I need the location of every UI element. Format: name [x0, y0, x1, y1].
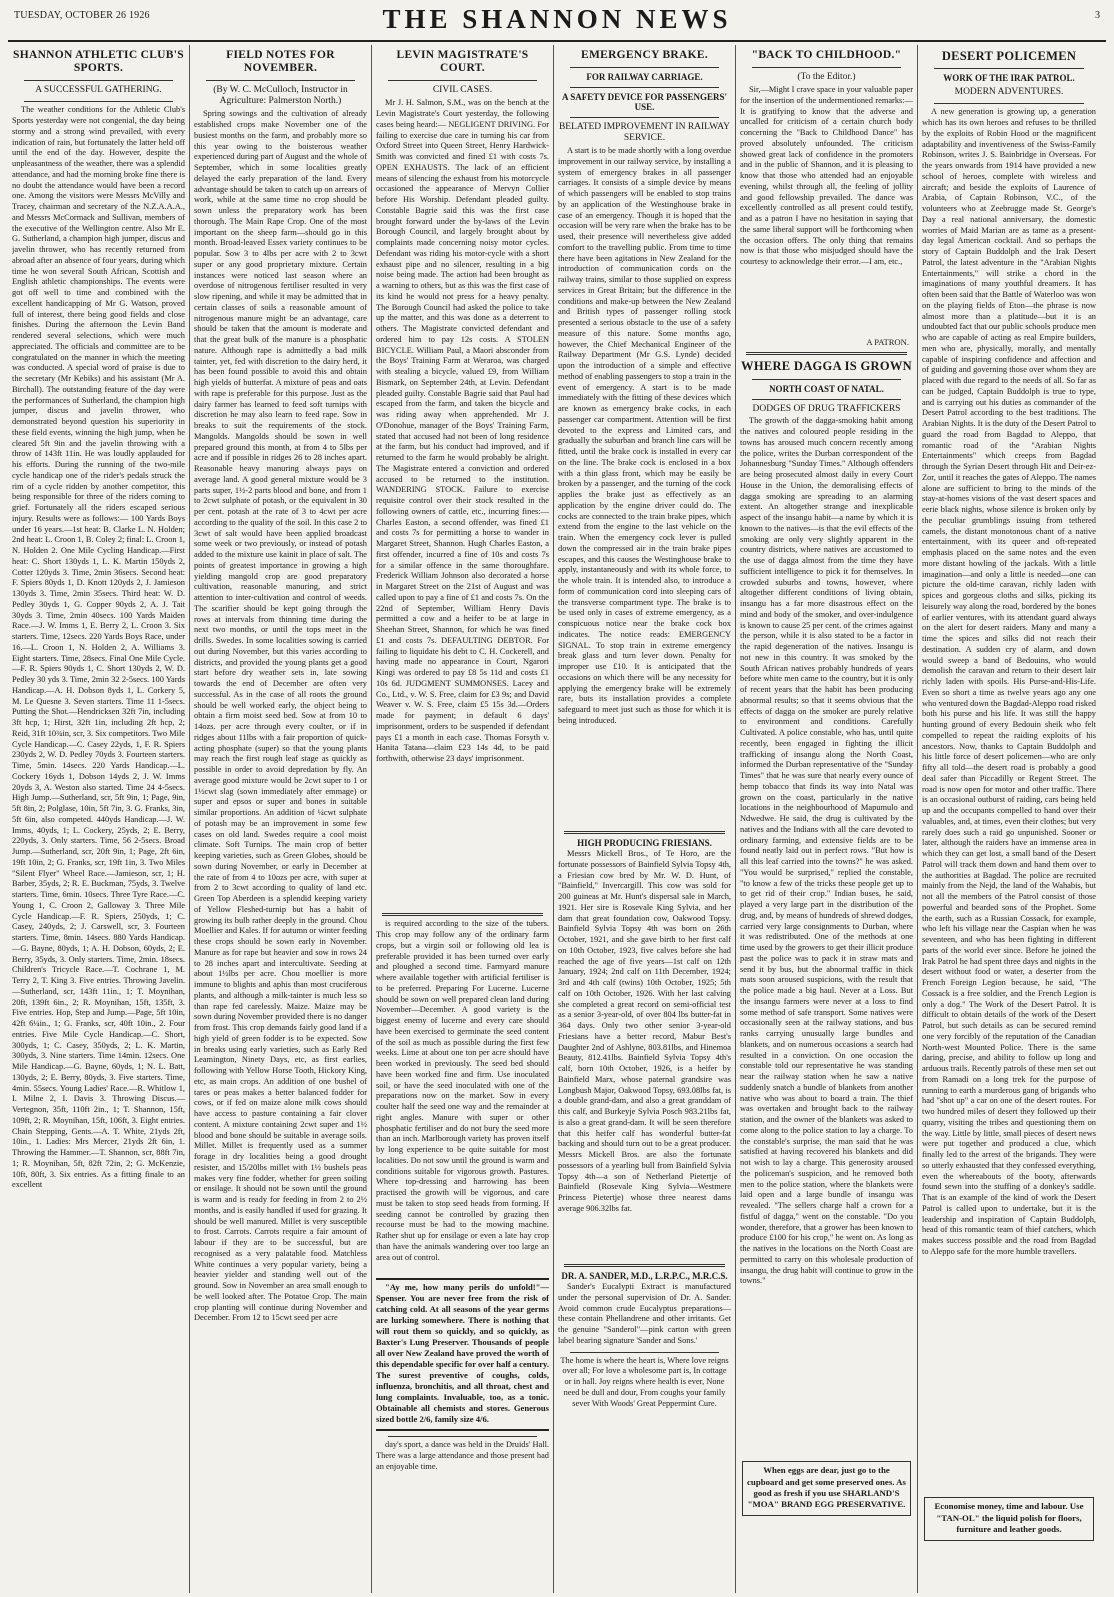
dagga-text: The growth of the dagga-smoking habit among the natives and coloured people residing in the towns has aroused much concern recently among the police, writes the Durban correspondent of the Johannesburg "Sunday Times." Although offenders are being prosecuted almost daily in every Court House in the Union, the demoralising effects of dagga smoking are spreading to an alarming extent. An altogether strange and inexplicable aspect of the insangu habit—a name by which it is known to the natives—is that the evil effects of the smoking are only very slightly apparent in the country districts, where natives are accustomed to the use of dagga almost from the time they have sufficient intelligence to pick it for themselves. In crowded suburbs and towns, however, where altogether different conditions of living obtain, insangu has a far more disastrous effect on the mind and body of the smoker, and over-indulgence is known to cause 25 per cent. of the crimes against the person, while it is also stated to be a factor in the rapid degeneration of the natives. Insangu is not new in this country. It was smoked by the South African natives probably hundreds of years before white men came to the country, but it is only of recent years that the habit has been producing abnormal results; so that it seems obvious that the effects of dagga on the smoker are purely relative to environment and conditions. Carefully Cultivated. A police constable, who has, until quite recently, been engaged in fighting the illicit trafficking of insangu along the North Coast, informed the Durban representative of the "Sunday Times" that he was sure that nearly every ounce of hemp tobacco that finds its way into Natal was grown on the coast, particularly in the native locations in the neighbourhood of Mapumulo and Ndwedwe. He said, the drug is cultivated by the natives and the Indians with all the care devoted to ordinary farming, and extensive fields are to be found neatly laid out in perfect rows. "But how is all this leaf carried into the towns?" he was asked. "You would be surprised," replied the constable, "to know a few of the tricks these people get up to to get rid of their crop." Indian buses, he said, played a very large part in the distribution of the drug, and, by means of hundreds of shrewd dodges, carried very large consignments to Durban, where it was redistributed. One of the methods at one time used by the growers to get their illicit produce past the police was to pack it in straw mats and send it by bus, but the abnormal traffic in thick mats soon aroused suspicions, with the result that the police made a big haul. Never at a Loss. But the insangu farmers were never at a loss to find some method of safe transport. Some natives were occasionally seen at the railway stations, and bus ranks carrying unusually large bundles and blankets, and on numerous occasions a search had resulted in a conviction. On one occasion the constable told our representative he was standing near the railway station when he saw a native suddenly snatch a bundle of blankets from another native who was about to board a train. The thief was overtaken and brought back to the railway station, and the owner of the blankets was asked to come along to the police station to lay a charge. To the constable's surprise, the man said that he was satisfied at having recovered his blankets and did not wish to lay a charge. This generosity aroused the policeman's suspicion, and he removed both men to the police station, where the blankets were laid open and a large bundle of insangu was revealed. "The sellers charge half a crown for a fistful of dagga," went on the constable. "Do you wonder, therefore, that a grower has been known to produce £100 for his crop," he went on. As long as the natives in the locations on the North Coast are permitted to carry on this wholesale production of insangu, the drug habit will continue to grow in the towns." — [740, 416, 913, 1286]
divider — [752, 67, 901, 68]
sports-headline: SHANNON ATHLETIC CLUB'S SPORTS. — [13, 49, 184, 75]
brake-subhead: FOR RAILWAY CARRIAGE. — [586, 72, 703, 83]
field-notes-byline: (By W. C. McCulloch, Instructor in Agriculture: Palmerston North.) — [213, 85, 348, 107]
court-headline: LEVIN MAGISTRATE'S COURT. — [396, 49, 529, 75]
divider — [24, 80, 173, 81]
divider — [752, 379, 901, 380]
divider — [570, 1352, 719, 1353]
divider — [388, 80, 537, 81]
letter-headline: "BACK TO CHILDHOOD." — [751, 49, 902, 61]
divider — [382, 913, 543, 916]
column-6 — [918, 45, 1100, 1593]
divider — [564, 831, 725, 834]
letter-subhead: (To the Editor.) — [797, 72, 856, 83]
sports-article-body — [12, 105, 185, 1565]
desert-subhead-2: MODERN ADVENTURES. — [954, 87, 1064, 98]
columns — [8, 45, 1106, 1593]
friesians-headline: HIGH PRODUCING FRIESIANS. — [577, 838, 712, 849]
column-1 — [8, 45, 190, 1593]
friesians-body — [558, 849, 731, 1259]
egg-preservative-ad — [742, 1461, 911, 1516]
letter-text: Sir,—Might I crave space in your valuable paper for the insertion of the undermentioned remarks:—It is gratifying to know that the adverse and uncalled for criticism of a certain church body concerning the "Back to Childhood Dance" has proved absolutely unfounded. The criticism showed great lack of confidence in the promoters and in the public of Shannon, and it is pleasing to know that those who attended had an enjoyable evening, whilst through all, the feeling of jollity and good fellowship prevailed. The dance was excellently controlled as all present could testify, and as a patron I have no hesitation in saying that the same liberal support will be forthcoming when the occasion offers. The only thing that remains now is that those who misjudged should have the courtesy to acknowledge their error.—I am, etc., — [740, 85, 913, 267]
divider — [752, 399, 901, 400]
peppermint-cure-poem: The home is where the heart is, Where love reigns over all; For love a wholesome part is, In cottage or in hall. Joy reigns where health is ever, None need be dull and dour, From coughs your family sever With Woods' Great Peppermint Cure. — [560, 1355, 729, 1408]
sports-article-text: The weather conditions for the Athletic Club's Sports yesterday were not congenial, the day being stormy and a strong wind prevailed, with every indication of rain, but fortunately the latter held off until the end of the day. However, despite the unpleasantness of the weather, there was a splendid attendance, and had the morning broke fine there is no doubt the attendance would have been a record one. Among the visitors were Messrs McVilly and Tracey, chairman and secretary of the N.Z.A.A.A., and Messrs McCormack and Sullivan, members of the executive of the Wellington centre. Also Mr E. G. Sutherland, a champion high jumper, discus and javelin thrower, who has recently returned from abroad after an absence of four years, during which time he won several South African, Scottish and English athletic championships. The events were got off well to time and combined with the excellent handicapping of Mr G. Watson, proved full of interest, there being good fields and close finishes. During the afternoon the Levin Band rendered several selections, which were much appreciated. The officials and committee are to be congratulated on the manner in which the meeting was conducted. A special word of praise is due to the secretary (Mr Kebiks) and his assistant (Mr A. Birchall). The outstanding feature of the day were the performances of Sutherland, the champion high jumper, discus and javelin thrower, who demonstrated beyond question his superiority in these field events, winning the high jump, when he cleared 5ft 9in and the javelin throwing with a throw of 143ft 11in. He was loudly applauded for his efforts. During the running of the two-mile cycle handicap one of the rider's pedals struck the rim of a cycle ridden by another competitor, this being responsible for three of the riders coming to grief. Fortunately all the riders escaped serious injury. Results were as follows:— 100 Yards Boys under 16 years.—1st heat: B. Clarke L. N. Holden; 2nd heat: L. Croon 1, B. Coley 2; final: L. Croon 1, N. Holden 2. One Mile Cycling Handicap.—First heat: C. Short 130yds 1, L. K. Martin 150yds 2, Cotter 120yds 3. Time, 2min 36secs. Second heat: F. Spiers 80yds 1, D. Knott 120yds 2, J. Jamieson 130yds 3. Time, 2min 35secs. Third heat: W. D. Pedley 30yds 1, G. Copper 90yds 2, A. J. Tait 30yds 3. Time, 2min 40secs. 100 Yards Maiden Race.—J. W. Imms 1, E. Berry 2, L. Croon 3. Six starters. Time, 12secs. 220 Yards Boys Race, under 16.—L. Croon 1, N. Holden 2, A. Williams 3. Eight starters. Time, 28secs. Final One Mile Cycle.—F. R. Spiers 90yds 1, C. Short 130yds 2, W. D. Pedley 30 yds 3. Time, 2min 32 2-5secs. 100 Yards Handicap.—A. H. Dobson 8yds 1, L. Corkery 5, M. Le Quesne 3. Seven starters. Time 11 1-5secs. Putting the Shot.—Hendricksen 32ft 7in, including 3ft hcp, 1; Hirst, 32ft 1in, including 2ft hcp, 2; Reid, 31ft 10¾in, scr, 3. Six competitors. Two Mile Cycle Handicap.—C. Casey 22yds, 1, F. R. Spiers 230yds 2, W. D. Pedley 70yds 3. Fourteen starters. Time, 5min. 14secs. 220 Yards Handicap.—L. Cockery 16yds 1, Dobson 14yds 2, J. W. Imms 20yds 3, A. Weston also started. Time 24 4-5secs. High Jump.—Sutherland, scr, 5ft 9in, 1; Page, 9in, 5ft 8in, 2; Polglase, 10in, 5ft 7in, 3. G. Franks, 3in, 5ft 6in, also competed. 440yds Handicap.—J. W. Imms, 40yds, 1; L. Cockery, 25yds, 2; E. Berry, 220yds, 3. Only starters. Time, 56 2-5secs. Broad Jump.—Sutherland, scr, 20ft 9in, 1; Page, 2ft 6in, 19ft 10in, 2; G. Franks, scr, 19ft 1in, 3. Two Miles "Silent Flyer" Wheel Race.—Jamieson, scr, 1; H. Barber, 35yds, 2; R. E. Buckman, 75yds, 3. Twelve starters. Time, 6min. 10secs. Three Tyre Race.—C. Young 1, C. Croon 2, Galloway 3. Three Mile Cycle Handicap.—F. R. Spiers, 250yds, 1; C. Casey, 240yds, 2; J. Carswell, scr, 3. Fourteen starters. Time, 8min. 14secs. 880 Yards Handicap.—G. Bayne, 80yds, 1; A. H. Dobson, 60yds, 2; E. Berry, 35yds, 3. Only starters. Time, 2min. 18secs. Children's Tricycle Race.—T. Cochrane 1, M. Terry 2, T. King 3. Five entries. Throwing Javelin.—Sutherland, scr, 143ft 11in., 1; T. Moynihan, 20ft, 139ft 6in., 2; R. Moynihan, 15ft, 135ft, 3. Five entries. Hop, Step and Jump.—Page, 5ft 10in, 42ft 6¼in., 1; G. Franks, scr, 40ft 10in., 2. Four entries. Five Mile Cycle Handicap.—C. Short, 300yds, 1; C. Casey, 350yds, 2; L. K. Martin, 300yds, 3. Nine starters. Time 14min. 12secs. One Mile Handicap.—G. Bayne, 60yds, 1; N. L. Batt, 130yds, 2; E. Berry, 80yds, 3. Five starters. Time, 4min. 55secs. Young Ladies' Race.—R. Whitlow 1, I. Milne 2, I. Davis 3. Throwing Discus.—Vertegnon, 35ft, 110ft 2in., 1; T. Shannon, 15ft, 109ft, 2; R. Moynihan, 15ft, 106ft, 3. Eight entries. Chain Stepping, Gents.—A. T. White, 21yds 2ft, 10in., 1. Ladies: Mrs Mercer, 21yds 2ft 6in, 1. Throwing the Hammer.—T. Shannon, scr, 88ft 7in, 1; R. Moynihan, 5ft, 82ft 72in, 2; G. McKenzie, 10ft, 80ft, 3. Six entries. As a fitting finale to an excellent — [12, 105, 185, 1190]
letter-signature: A PATRON. — [866, 337, 909, 348]
divider — [934, 68, 1084, 69]
sander-ad-headline: DR. A. SANDER, M.D., L.R.P.C., M.R.C.S. — [561, 1271, 728, 1282]
column-3 — [372, 45, 554, 1593]
tan-ol-ad — [924, 1497, 1094, 1541]
column-4 — [554, 45, 736, 1593]
court-text: Mr J. H. Salmon, S.M., was on the bench at the Levin Magistrate's Court yesterday, the following cases being heard:— NEGLIGENT DRIVING. For failing to exercise due care in turning his car from Oxford Street into Queen Street, Henry Hardwick-Smith was convicted and fined £1 with costs 7s. OPEN EXHAUSTS. The lack of an efficient means of silencing the exhaust from his motorcycle occasioned the appearance of Mervyn Collier before His Worship. Defendant pleaded guilty. Constable Bagrie said this was the first case brought forward under the by-laws of the Levin Borough Council, and largely brought about by complaints made concerning noisy motor cycles. Defendant was riding his motor-cycle with a short exhaust pipe and no silencer, resulting in a big noise being made. The action had been brought as a warning to others, but as this was the first case of its kind he would not press for a heavy penalty. The Borough Council had asked the police to take up the matter, and this was done as a deterrent to others. The Magistrate convicted defendant and ordered him to pay 12s costs. A STOLEN BICYCLE. William Paul, a Maori absconder from the Boys' Training Farm at Weraroa, was charged with stealing a bicycle, valued £9, from William Bismark, on September 24th, at Levin. Defendant pleaded guilty. Constable Bagrie said that Paul had escaped from the farm, and taken the bicycle and was riding away when apprehended. Mr J. O'Donohue, manager of the Boys' Training Farm, stated that accused had not been of long residence at the farm, but his conduct had improved, and if returned to the farm he would probably be alright. The Magistrate entered a conviction and ordered accused to be returned to the institution. WANDERING STOCK. Failure to exercise requisite control over their stock resulted in the following owners of cattle, etc., incurring fines:— Charles Easton, a second offender, was fined £1 and costs 7s for permitting a horse to wander in Margaret Street, Shannon. Hugh Charles Easton, a first offender, incurred a fine of 10s and costs 7s for a similar offence in the same thoroughfare. Frederick William Johnson also decorated a horse in Margaret Street on the 21st of August and was called upon to pay a fine of £1 and costs 7s. On the 22nd of September, William Henry Davis permitted a cow and a heifer to be at large in Sheehan Street, Shannon, for which he was fined £1 and costs 7s. DEFAULTING DEBTOR. For failing to liquidate his debt to C. H. Cockerell, and having made no appearance in Court, Ngarori Kingi was ordered to pay £8 5s 11d and costs £1 10s 6d. JUDGMENT SUMMONSES. Lacey and Co., Ltd., v. W. S. Free, claim for £3 9s; and David Weaver v. W. S. Free, claim £5 15s 3d.—Orders made for payment; in default 6 days' imprisonment, orders to be suspended if defendant pays £1 a month in each case. Thomas Forsyth v. Hanita Tatana—claim £23 14s 4d, to be paid forthwith, otherwise 23 days' imprisonment. — [376, 98, 549, 764]
friesians-text: Messrs Mickell Bros., of Te Horo, are the fortunate possessors of Bainfield Sylvia Topsy 4th, a Friesian cow bred by Mr. W. D. Hunt, of "Bainfield," Invercargill. This cow was sold for 200 guineas at Mr. Hunt's dispersal sale in March, 1921. Her sire is Rosevale King Sylvia, and her dam that great foundation cow, Oakwood Topsy. Bainfield Sylvia Topsy 4th was born on 26th October, 1921, and she gave birth to her first calf on 10th October, 1923, five calves before she had reached the age of five years—1st calf on 12th January, 1924; 2nd calf on 11th December, 1924; 3rd and 4th calf (twins) 10th October, 1925; 5th calf on 10th October, 1926. With her last calving she completed a great record on semi-official test as a senior 3-year-old, of over 804 lbs butter-fat in 364 days. Only two other senior 3-year-old Friesians have a better record, Mabur Best's Daughter 2nd of Ashlyne, 803.81lbs, and Hinemoa Beauty, 812.41lbs. Bainfield Sylvia Topsy 4th's calf, born 10th October, 1926, is a heifer by Bainfield Marx, whose paternal grandsire was Longbush Major, Oakwood Topsy, 693.08lbs fat, is a double grand-dam, and also a great granddam of this calf, and Burkeyje Sylvia Posch 983.21lbs fat, is also a great grand-dam. It will be seen therefore that this heifer calf has wonderful butter-fat backing and should turn out to be a great producer. Messrs Mickell Bros. are also the fortunate possessors of a yearling bull from Bainfield Sylvia Topsy 4th—a son of Netherland Pietertje of Bainfield (Rosevale King Sylvia—Westmere Princess Pietertje) whose three nearest dams average 906.32lbs fat. — [558, 849, 731, 1213]
masthead — [8, 0, 1106, 42]
brake-text: A start is to be made shortly with a long overdue improvement in our railway service, by installing a system of emergency brakes in all passenger carriages. It consists of a simple device by means of which passengers will be enabled to stop trains by an application of the Westinghouse brake in case of an emergency. Though it is hoped that the occasion will be very rare when the brake has to be used, their presence will nevertheless give added comfort to the travelling public. From time to time there have been agitations in New Zealand for the introduction of communication cords on the railway trains, similar to those supplied on express services in Great Britain; but the difference in the conditions and make-up between the New Zealand and British types of passenger rolling stock presented a serious obstacle to the use of a safety measure of this nature. Some months ago, however, the Chief Mechanical Engineer of the Railway Department (Mr G.S. Lynde) decided upon the introduction of a simple and effective method of enabling passengers to stop a train in the event of emergency. A start is to be made immediately with the fitting of these devices which are known as emergency brake cocks, in each passenger car compartment. Attention will be first devoted to the express and Limited cars, and gradually the suburban and branch line cars will be fitted, until the brake cock is installed in every car on the line. The brake cock is enclosed in a box with a thin glass front, which may be easily be broken by a passenger, and the turning of the cock applies the brake just as effectively as an application by the engine driver could do. The cocks are connected to the train brake pipes, which extend from the engine to the last vehicle on the train. When the emergency cock lever is pulled down the compressed air in the train brake pipes escapes, and this causes the Westinghouse brake to apply, instantaneously and with its whole force, to the whole train. It is intended also, to introduce a form of communication cord into sleeping cars of the transverse compartment type. The brake is to be used only in cases of extreme emergency, as a conspicuous notice near the brake cock box indicates. The notice reads: EMERGENCY SIGNAL. To stop train in extreme emergency break glass and turn lever down. Penalty for improper use £10. It is anticipated that the occasions on which there will be any necessity for applying the emergency brake will be extremely rare, buts its installation provides a complete safeguard to meet just such as those for which it is being introduced. — [558, 146, 731, 725]
divider — [934, 103, 1084, 104]
divider — [570, 87, 719, 88]
divider — [206, 80, 355, 81]
divider — [570, 67, 719, 68]
court-body — [376, 98, 549, 908]
field-notes-body — [194, 109, 367, 1579]
column-5 — [736, 45, 918, 1593]
dagga-body — [740, 416, 913, 1456]
egg-preservative-ad-text: When eggs are dear, just go to the cupboard and get some preserved ones. As good as fresh if you use SHARLAND'S "MOA" BRAND EGG PRESERVATIVE. — [747, 1465, 906, 1510]
page-number: 3 — [1095, 10, 1100, 21]
newspaper-title: THE SHANNON NEWS — [382, 4, 732, 34]
sports-continued-text: day's sport, a dance was held in the Druids' Hall. There was a large attendance and those present had an enjoyable time. — [376, 1440, 549, 1471]
desert-body — [922, 107, 1096, 1492]
issue-date: TUESDAY, OCTOBER 26 1926 — [14, 10, 150, 21]
desert-subhead: WORK OF THE IRAK PATROL. — [943, 73, 1075, 84]
court-subhead: CIVIL CASES. — [432, 85, 493, 96]
brake-subhead-2: A SAFETY DEVICE FOR PASSENGERS' USE. — [561, 92, 728, 113]
desert-headline: DESERT POLICEMEN — [941, 49, 1077, 63]
divider — [570, 117, 719, 118]
divider — [388, 1436, 537, 1437]
dagga-headline: WHERE DAGGA IS GROWN — [741, 359, 912, 374]
dagga-subhead-2: DODGES OF DRUG TRAFFICKERS — [752, 403, 901, 414]
brake-headline: EMERGENCY BRAKE. — [580, 49, 709, 61]
divider — [564, 1264, 725, 1267]
column-2 — [190, 45, 372, 1593]
lung-preserver-ad — [376, 1278, 549, 1431]
letter-body — [740, 85, 913, 335]
brake-body — [558, 146, 731, 826]
lung-preserver-ad-text: "Ay me, how many perils do unfold!"—Spenser. You are never free from the risk of catching cold. At all seasons of the year germs are lurking somewhere. There is nothing that will rout them so quickly, and so quickly, as Baxter's Lung Preserver. Thousands of people all over New Zealand have proved the worth of this dependable specific for over half a century. The surest preventive of coughs, colds, influenza, bronchitis, and all throat, chest and lung complaints. Invaluable, too, as a tonic. Obtainable all chemists and stores. Generous sized bottle 2/6, family size 4/6. — [376, 1282, 549, 1425]
sander-ad-text: Sander's Eucalypti Extract is manufactured under the personal supervision of Dr. A. Sander. Avoid common crude Eucalyptus preparations—these contain Phellandrene and other irritants. Get the genuine "Sanderol"—pink carton with green label bearing signature 'Sander and Sons.' — [558, 1282, 731, 1345]
tan-ol-ad-text: Economise money, time and labour. Use "TAN-OL" the liquid polish for floors, furniture and leather goods. — [934, 1501, 1084, 1534]
dagga-subhead: NORTH COAST OF NATAL. — [769, 383, 884, 394]
field-notes-continued — [376, 919, 549, 1274]
field-notes-continued-text: is required according to the size of the tubers. This crop may follow any of the ordinary farm crops, but a virgin soil or following old lea is preferable provided it has been turned over early and ploughed a second time. Farmyard manure where available together with artificial fertiliser is to be preferred. Preparing For Lucerne. Lucerne should be sown on well prepared clean land during November—December. A good variety is the biggest enemy of lucerne and every care should have been exercised to germinate the seed content of the soil as much as possible during the first few weeks. Lime at about one ton per acre should have been worked in previously. The seed bed should have been worked fine and firm. Use inoculated soil, or have the seed inoculated with one of the preparations now on the market. Sow in every coulter half the seed one way and the remainder at right angles. Manure with super or other phosphatic fertiliser and do not bury the seed more than an inch. Marlborough variety has proven itself by long experience to be quite suitable for most localities. Do not sow until the ground is warm and conditions suitable for vigorous growth. Pastures. Where top-dressing and harrowing has been practised the growth will be vigorous, and care must be taken to stop seed heads from forming. If seeding cannot be controlled by grazing then recourse must be had to the mowing machine. Rather shut up for ensilage or even a late hay crop than have the animals wandering over too large an area out of control. — [376, 919, 549, 1262]
brake-subhead-3: BELATED IMPROVEMENT IN RAILWAY SERVICE. — [558, 122, 731, 144]
divider — [24, 101, 173, 102]
sports-subhead: A SUCCESSFUL GATHERING. — [35, 85, 162, 96]
field-notes-text: Spring sowings and the cultivation of already established crops make November one of the busiest months on the farm, and probably more so this year owing to the boisterous weather experienced during part of August and the whole of September, which in some localities greatly delayed the early preparation of the land. Every advantage should be taken to catch up on arrears of work, while at the same time no crop should be sown unless the preparatory work has been thorough. The Main Rape Crop. One of the most important on the sheep farm—should go in this month. Broad-leaved Essex variety continues to be popular. Sow 3 to 4lbs per acre with 2 to 3cwt super or any good proprietary mixture. Certain instances were noticed last season where an overdose of nitrogenous fertiliser resulted in very slow ripening, and while it may be admitted that in certain classes of soils a reasonable amount of nitrogenous manure might be an advantage, care should be taken that the amount is moderate and that the great bulk of the manure is a phosphatic nature. Although rape is admittedly a bad milk tainter, yet, fed with discretion to the dairy herd, it has been found possible to avoid this and obtain high yields of butterfat. A mixture of peas and oats with rape is preferable for this purpose. Just as the dairy farmer has learned to feed soft turnips with discretion he may also learn to feed rape. Sow in breaks to suit the requirements of the stock. Mangolds. Mangolds should be sown in well prepared ground this month, at from 4 to 5lbs per acre and if possible in ridges 26 to 28 inches apart. Reasonable heavy manuring always pays on average land. A good general mixture would be 3 parts super, 1½-2 parts blood and bone, and from 1 to 2cwt sulphate of potash, or the equivalent in 30 per cent. potash at the rate of 3 to 4cwt per acre according to the quality of the soil. In this case 2 to 3cwt of salt would have been applied broadcast some week or two previously, or instead of potash added to the mixture use kainit in place of salt. The points of greatest importance in growing a high yielding mangold crop are good preparatory cultivation, reasonable manuring, and strict attention to inter-cultivation and control of weeds. The scarifier should be kept going through the rows at intervals from thinning time during the next two months, or until the tops meet in the drills. Swedes. In some localities sowing is carried out during November, but this varies according to districts, and provided the young plants get a good start before dry weather sets in, late sowing towards the end of December are often very successful. As in the case of all roots the ground should be well worked early, the object being to obtain a firm moist seed bed. Sow at from 10 to 14ozs. per acre through every coulter, or if in ridges about 11lbs with a fair proportion of quick-acting phosphate (super) so that the young plants may reach the first rough leaf stage as quickly as possible in order to avoid depredation by fly. An average good mixture would be 2cwt super to 1 or 1½cwt slag (sown immediately after emmage) or super and epsos or super and bones in suitable similar proportions. An addition of ¼cwt sulphate of potash may be an improvement in some few cases on old land. Swedes require a cool moist climate. Soft Turnips. The main crop of better keeping varieties, such as Green Globes, should be sown during November, or early in December at the rate of from 4 to 10ozs per acre, with super at from 2 to 3cwt according to quality of land etc. Green Top Aberdeen is a splendid keeping variety of Yellow Fleshed-turnip but has a habit of growing its bulb rather deeply in the ground. Chou Moellier and Kales. If for autumn or winter feeding these crops should be sown early in November. Manure as for rape but heavier and sow in rows 24 to 28 inches apart and intercultivate. Seeding at about 1½lbs per acre. Chou moellier is more immune to blights and aphis than most cruciferous plants, and although a milk-tainter is much less so than rape fed carelessly. Maize. Maize may be sown during November provided there is no danger from frost. This crop demands fairly good land if a high yield of green fodder is to be expected. Sow in breaks using early varieties, such as Early Red Leamington, Ninety Days, etc, as first earlies, following with Yellow Horse Tooth, Hickory King, etc, as main crops. An addition of one bushel of tares or peas makes a better balanced fodder for cows, or if fed on maize alone milk cows should have access to pasture containing a fair clover content. A mixture containing 2cwt super and 1½ blood and bone should be suitable in average soils. Millet. Millet is frequently used as a summer forage in dry localities being a good drought resister, and 15/20lbs millet with 1½ bushels peas makes very fine fodder, whether for green soiling or ensilage. It should not be sown until the ground is warm and is ready for feeding in from 2 to 2½ months, and is easily handled if used for grazing. It should be well manured. Millet is very susceptible to frost. Carrots. Carrots require a fair amount of labour if they are to be successful, but are recognised as a very palatable food. Matchless White continues a very popular variety, being a heavier yielder and standing well out of the ground. Sow in November an area small enough to be well looked after. The Potatoe Crop. The main crop planting will continue during November and December. From 12 to 15cwt seed per acre — [194, 109, 367, 1323]
field-notes-headline: FIELD NOTES FOR NOVEMBER. — [226, 49, 335, 75]
divider — [746, 352, 907, 355]
desert-text: A new generation is growing up, a generation which has its own heroes and refuses to be thrilled by the exploits of Robin Hood or the magnificent adaptability and inventiveness of the Swiss-Family Robinson, writes J. S. Bainbridge in Overseas. For the years onwards from 1914 have provided a new school of heroes, complete with wireless and aircraft; and beside the exploits of Laurence of Arabia, of Captain Robinson, V.C., of the volunteers who at Zeebrugge made St. George's Day a real national anniversary, the domestic worries of Maid Marian are as tame as a present-day legal American cocktail. And so perhaps the story of Captain Buddolph and the Irak Desert Patrol, the latest adventure in the "Arabian Nights Entertainments," will strike a chord in the imaginations of many youthful dreamers. It has often been said that the Battle of Waterloo was won on the playing fields of Eton—the phrase is now almost more than a platitude—but it is an undoubted fact that our public schools produce men who are capable of acting as real Empire builders, men who are, physically, morally, and mentally capable of inspiring confidence and affection and of guiding and governing those over whom they are placed with due regard to the needs of all. So far as can be judged, Captain Buddolph is true to type, and is carrying out his duties as commander of the Desert Patrol according to the best traditions. The Arabian Nights. It is the duty of the Desert Patrol to guard the road from Bagdad to Aleppo, that romantic road of the "Arabian Nights Entertainments" which creeps from Bagdad through the Syrian Desert through Hit and Deir-ez-Zor, until it reaches the gates of Aleppo. The names alone are sufficient to bring to the minds of the stay-at-homes visions of the vast desert spaces and eerie black nights, whose silence is broken only by the peculiar grumblings issuing from tethered camels, the distant monotonous chant of a native entertainment, with its queer and oft-repeated emphasis placed on the same notes and the even more distant howling of the jackals. With a little imagination—and only a little is needed—one can picture the old-time caravan, richly laden with spices and gorgeous cloths and silks, picking its leisurely way along the road, bordered by the bones of earlier ventures, with its attendant guard always on the alert for desert raiders. Many and many a time the spices and silks did not reach their destination. A sudden cry of alarm, and down would sweep a band of Bedouins, who would demolish the caravan and return to their desert lair richly laden with spoils. His Purse-and-His-Life. Even so short a time as twelve years ago any one who ventured down the Bagdad-Aleppo road risked both his purse and his life. It was still the happy hunting ground of every Bedouin sheik who felt compelled to repeat the raiding exploits of his ancestors. Now, thanks to Captain Buddolph and his little force of desert policemen—who are only fifty all told—the desert road is probably a good deal safer than Piccadilly or Regent Street. The road is now open for motor and other traffic. There is an occasional outburst of raiding, cars being held up and the occupants compelled to hand over their valuables, and, at times, even their clothes; but very rarely does such a raid go unpunished. Sooner or later, although the raiders have an immense area in which they can get lost, a small band of the Desert Patrol will track them down and hand them over to the authorities at Bagdad. The police are recruited mainly from the Nejd, the land of the Wahabis, but not all the members of the Patrol consist of those powerful and bearded sons of the Prophet. Some the earth, such as a Russian Cossack, for example, who left his village near the Caspian when he was seventeen, and who has been fighting in different parts of the world ever since. Before he joined the Irak Patrol he had spent three days and nights in the desert without food or water, a deserter from the French Foreign Legion because, he said, "The Cossack is a free soldier, and the French Legion is only a dog." The Work of the Desert Patrol. It is difficult to obtain details of the work of the Desert Patrol, but such details as can be secured remind one very forcibly of the reputation of the Canadian North-west Mounted Police. There is the same daring, precise, and ability to follow up long and arduous trails. Recently patrols of these men set out from Ramadi on a long trek for the purpose of running to earth a murderous gang of brigands who had "shot up" a car on one of the desert routes. For two hundred miles of desert they followed up their quarry, visiting the tribes and questioning them on the way. Little by little, small pieces of desert news were put together and produced a clue, which finally led to the arrest of the brigands. They were so utterly exhausted that they confessed everything, even the whereabouts of the booty, afterwards found sewn into the stuffing of a donkey's saddle. That is an example of the kind of work the Desert Patrol is called upon to undertake, but it is the leadership and inspiration of Captain Buddolph, head of this romantic team of thief catchers, which makes success possible and the road from Bagdad to Aleppo safe for the more humble travellers. — [922, 107, 1096, 1256]
